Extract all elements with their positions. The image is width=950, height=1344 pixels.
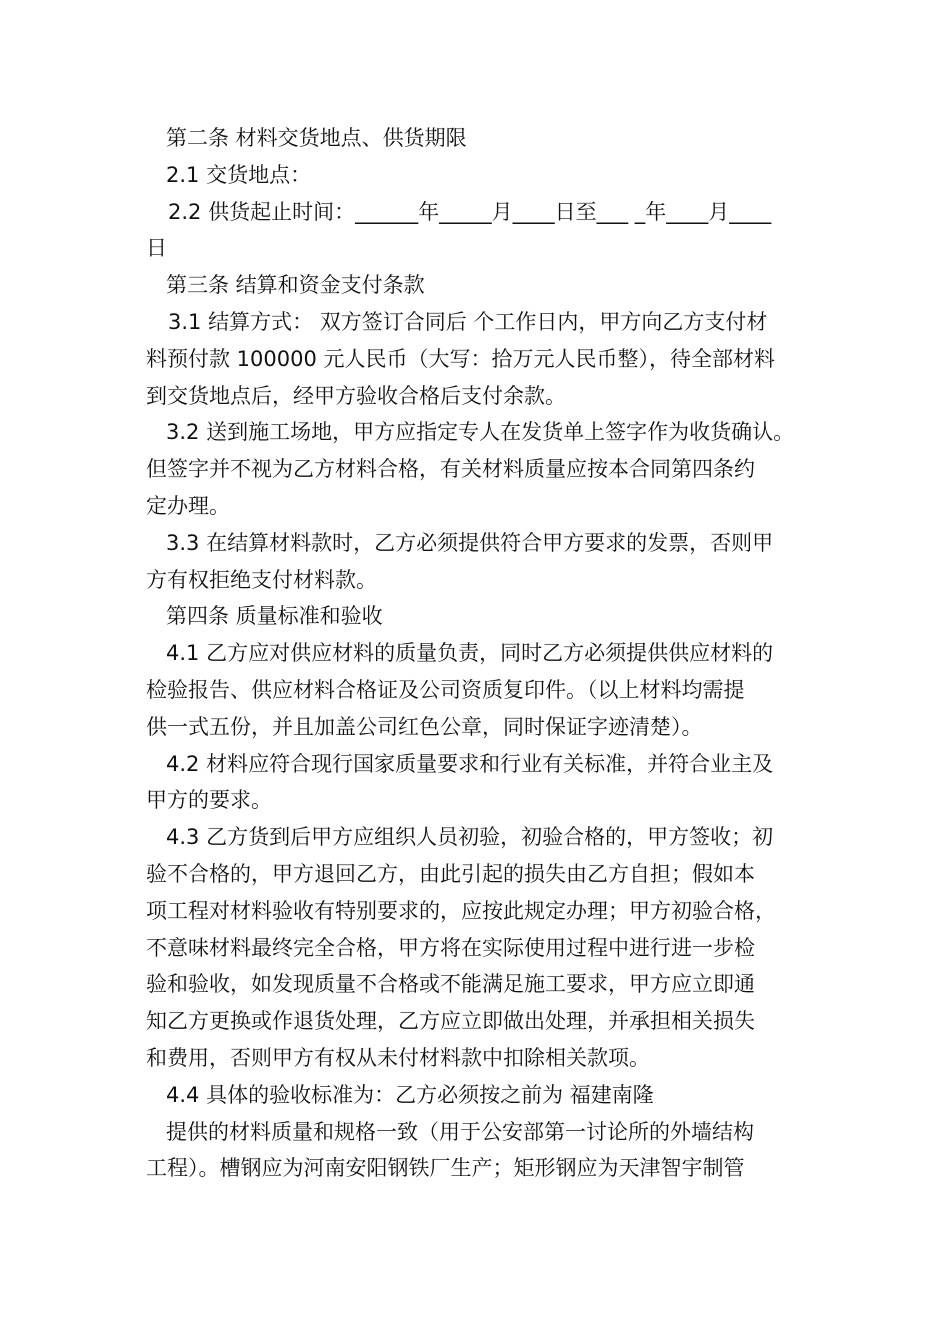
clause-4-4: 4.4 具体的验收标准为：乙方必须按之前为 福建南隆 [166, 1082, 654, 1107]
clause-4-1-cont: 供一式五份，并且加盖公司红色公章，同时保证字迹清楚）。 [146, 714, 703, 739]
clause-2-2: 2.2 供货起止时间：______年_____月____日至___ _年____月____ [168, 199, 772, 224]
clause-4-3-cont: 项工程对材料验收有特别要求的，应按此规定办理；甲方初验合格， [146, 898, 776, 923]
clause-3-1-cont: 料预付款 100000 元人民币（大写：拾万元人民币整），待全部材料 [146, 346, 776, 371]
clause-4-4-cont: 提供的材料质量和规格一致（用于公安部第一讨论所的外墙结构 [166, 1119, 754, 1144]
document-body [146, 120, 810, 1187]
article-3-heading: 第三条 结算和资金支付条款 [166, 273, 425, 298]
clause-4-3-cont: 知乙方更换或作退货处理，乙方应立即做出处理，并承担相关损失 [146, 1009, 755, 1034]
clause-3-2-cont: 定办理。 [146, 493, 230, 518]
clause-4-3-cont: 验不合格的，甲方退回乙方，由此引起的损失由乙方自担；假如本 [146, 861, 755, 886]
clause-3-1: 3.1 结算方式： 双方签订合同后 个工作日内，甲方向乙方支付材 [168, 309, 768, 334]
clause-4-4-cont: 工程）。槽钢应为河南安阳钢铁厂生产；矩形钢应为天津智宇制管 [146, 1156, 745, 1181]
clause-4-1-cont: 检验报告、供应材料合格证及公司资质复印件。（以上材料均需提 [146, 677, 745, 702]
clause-3-2-cont: 但签字并不视为乙方材料合格，有关材料质量应按本合同第四条约 [146, 457, 755, 482]
clause-4-3-cont: 不意味材料最终完全合格，甲方将在实际使用过程中进行进一步检 [146, 935, 755, 960]
clause-3-1-cont: 到交货地点后，经甲方验收合格后支付余款。 [146, 383, 566, 408]
clause-4-1: 4.1 乙方应对供应材料的质量负责，同时乙方必须提供供应材料的 [166, 641, 774, 666]
clause-3-2: 3.2 送到施工场地，甲方应指定专人在发货单上签字作为收货确认。 [166, 420, 795, 445]
clause-4-2-cont: 甲方的要求。 [146, 788, 272, 813]
article-4-heading: 第四条 质量标准和验收 [166, 604, 383, 629]
clause-3-3-cont: 方有权拒绝支付材料款。 [146, 567, 377, 592]
clause-2-1: 2.1 交货地点： [166, 162, 312, 187]
clause-4-3-cont: 和费用，否则甲方有权从未付材料款中扣除相关款项。 [146, 1045, 650, 1070]
clause-4-3: 4.3 乙方货到后甲方应组织人员初验，初验合格的，甲方签收；初 [166, 825, 774, 850]
clause-2-2-cont: 日 [146, 236, 167, 261]
clause-4-2: 4.2 材料应符合现行国家质量要求和行业有关标准，并符合业主及 [166, 751, 774, 776]
clause-3-3: 3.3 在结算材料款时，乙方必须提供符合甲方要求的发票，否则甲 [166, 530, 774, 555]
article-2-heading: 第二条 材料交货地点、供货期限 [166, 126, 467, 150]
clause-4-3-cont: 验和验收，如发现质量不合格或不能满足施工要求，甲方应立即通 [146, 972, 755, 997]
